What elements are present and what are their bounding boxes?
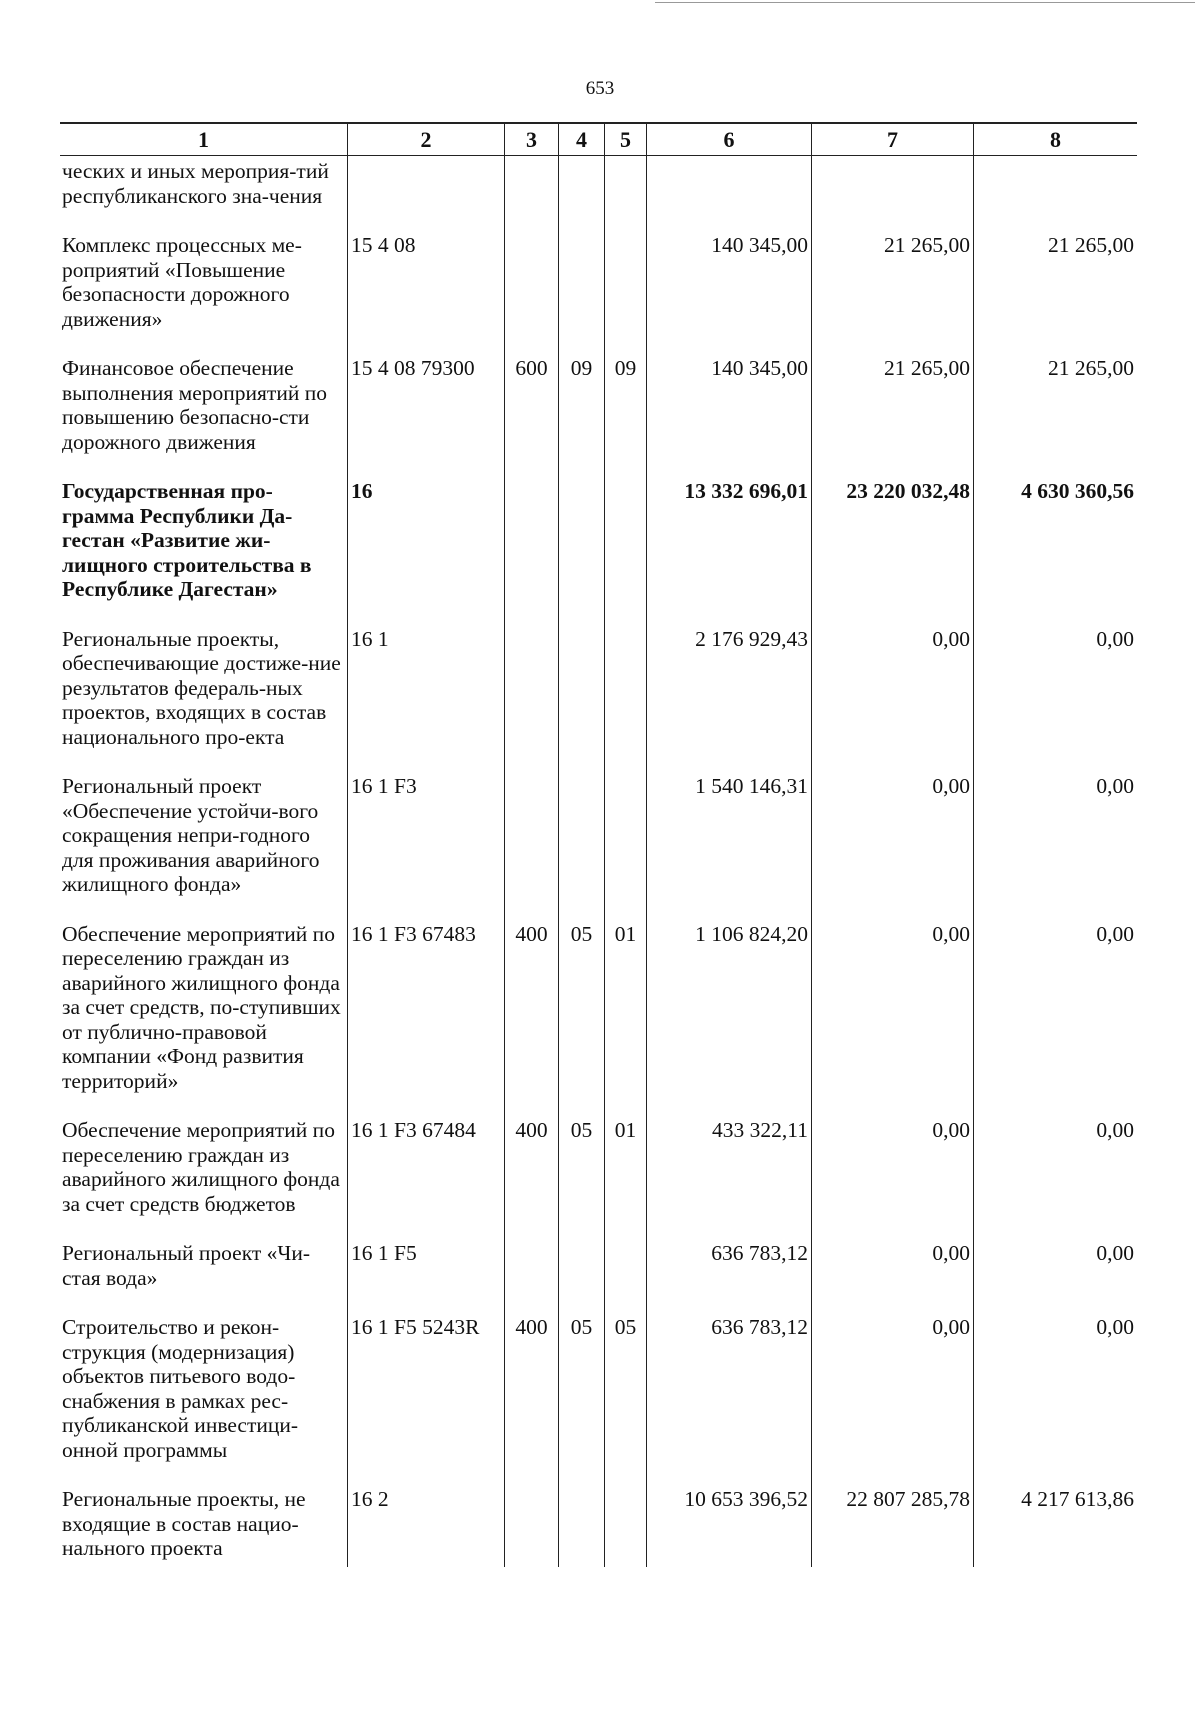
header-col-7: 7	[812, 124, 974, 155]
row-col5-cell	[605, 624, 647, 772]
header-col-5: 5	[605, 124, 647, 155]
row-value6-cell: 636 783,12	[647, 1238, 812, 1312]
row-value6-cell: 2 176 929,43	[647, 624, 812, 772]
row-code-cell: 16 1 F3	[348, 771, 505, 919]
row-code-cell: 16 1 F5 5243R	[348, 1312, 505, 1484]
row-value8-cell: 21 265,00	[1048, 233, 1134, 257]
row-value6-cell: 433 322,11	[647, 1115, 812, 1238]
row-value8-cell: 21 265,00	[1048, 356, 1134, 380]
row-col4-cell	[559, 771, 605, 919]
row-code-cell: 16 1 F3 67484	[348, 1115, 505, 1238]
row-name-cell: Обеспечение мероприятий по переселению граждан из аварийного жилищного фонда за счет средств бюджетов	[60, 1115, 348, 1238]
row-col3-cell	[505, 476, 559, 624]
row-value7-cell: 0,00	[812, 1115, 974, 1238]
table-body	[60, 156, 1137, 1567]
table-row	[60, 1312, 1137, 1484]
row-value7-cell: 21 265,00	[812, 353, 974, 476]
row-value8-cell: 0,00	[1096, 626, 1134, 651]
row-value7-cell: 0,00	[812, 919, 974, 1116]
row-code-cell: 16 1	[348, 624, 505, 772]
row-value8-cell: 0,00	[1096, 1315, 1134, 1339]
row-value7-cell: 22 807 285,78	[812, 1484, 974, 1567]
row-name-cell: Финансовое обеспечение выполнения мероприятий по повышению безопасно-сти дорожного движения	[60, 353, 348, 476]
row-col4-cell: 05	[559, 1115, 605, 1238]
row-col4-cell	[559, 156, 605, 230]
row-value7-cell: 21 265,00	[812, 230, 974, 353]
row-name-cell: Строительство и рекон-струкция (модернизация) объектов питьевого водо-снабжения в рамках рес-публиканской инвестици-онной программы	[60, 1312, 348, 1484]
row-code-cell	[348, 156, 505, 230]
row-value7-cell: 0,00	[812, 624, 974, 772]
row-col5-cell	[605, 1238, 647, 1312]
row-col5-cell	[605, 156, 647, 230]
table-row	[60, 1115, 1137, 1238]
header-col-3: 3	[505, 124, 559, 155]
row-col3-cell	[505, 771, 559, 919]
row-value6-cell: 1 106 824,20	[647, 919, 812, 1116]
row-value6-cell: 13 332 696,01	[647, 476, 812, 624]
table-row	[60, 156, 1137, 230]
row-code-cell: 15 4 08	[348, 230, 505, 353]
row-name-cell: Комплекс процессных ме-роприятий «Повышение безопасности дорожного движения»	[60, 230, 348, 353]
row-value8-cell: 4 630 360,56	[1021, 479, 1134, 503]
row-col4-cell: 05	[559, 1312, 605, 1484]
row-name-cell: Региональный проект «Чи-стая вода»	[60, 1238, 348, 1312]
row-value8-cell	[974, 156, 1137, 230]
row-col5-cell: 01	[605, 919, 647, 1116]
row-name-cell: Региональный проект «Обеспечение устойчи-вого сокращения непри-годного для проживания аварийного жилищного фонда»	[60, 771, 348, 919]
row-col5-cell: 09	[605, 353, 647, 476]
row-value6-cell: 636 783,12	[647, 1312, 812, 1484]
row-value7-cell: 0,00	[812, 771, 974, 919]
budget-table	[60, 122, 1137, 1567]
header-col-2: 2	[348, 124, 505, 155]
row-col4-cell	[559, 476, 605, 624]
row-col4-cell: 05	[559, 919, 605, 1116]
row-col5-cell	[605, 771, 647, 919]
table-row	[60, 771, 1137, 919]
row-value6-cell: 10 653 396,52	[647, 1484, 812, 1567]
row-col3-cell	[505, 624, 559, 772]
row-col5-cell	[605, 476, 647, 624]
table-row	[60, 353, 1137, 476]
row-name-cell: Региональные проекты, обеспечивающие достиже-ние результатов федераль-ных проектов, входящих в состав национального про-екта	[60, 624, 348, 772]
row-name-cell: Региональные проекты, не входящие в состав нацио-нального проекта	[60, 1484, 348, 1567]
row-value8-cell: 0,00	[1096, 774, 1134, 798]
row-value8-cell: 4 217 613,86	[1021, 1487, 1134, 1511]
row-value8-cell: 0,00	[1096, 921, 1134, 946]
row-value8-cell: 0,00	[1096, 1118, 1134, 1142]
row-code-cell: 16	[348, 476, 505, 624]
header-col-1: 1	[60, 124, 348, 155]
row-col3-cell: 400	[505, 1312, 559, 1484]
row-col3-cell	[505, 230, 559, 353]
row-col5-cell	[605, 1484, 647, 1567]
header-col-8: 8	[1050, 126, 1061, 152]
row-value7-cell: 0,00	[812, 1238, 974, 1312]
row-col4-cell	[559, 1484, 605, 1567]
row-code-cell: 16 2	[348, 1484, 505, 1567]
table-header	[60, 122, 1137, 156]
row-value8-cell: 0,00	[1096, 1241, 1134, 1265]
row-value7-cell: 0,00	[812, 1312, 974, 1484]
row-value6-cell: 140 345,00	[647, 230, 812, 353]
row-col4-cell	[559, 624, 605, 772]
row-col4-cell	[559, 230, 605, 353]
header-col-6: 6	[647, 124, 812, 155]
table-row	[60, 919, 1137, 1116]
row-value7-cell	[812, 156, 974, 230]
row-value6-cell	[647, 156, 812, 230]
row-col5-cell: 05	[605, 1312, 647, 1484]
row-code-cell: 16 1 F3 67483	[348, 919, 505, 1116]
row-name-cell: Обеспечение мероприятий по переселению граждан из аварийного жилищного фонда за счет средств, по-ступивших от публично-правовой компании «Фонд развития территорий»	[60, 919, 348, 1116]
row-col3-cell: 400	[505, 919, 559, 1116]
row-name-cell: Государственная про-грамма Республики Да-гестан «Развитие жи-лищного строительства в Республике Дагестан»	[60, 476, 348, 624]
row-col4-cell	[559, 1238, 605, 1312]
row-col5-cell: 01	[605, 1115, 647, 1238]
row-name-cell: ческих и иных мероприя-тий республиканского зна-чения	[60, 156, 348, 230]
top-rule	[655, 2, 1195, 3]
row-col4-cell: 09	[559, 353, 605, 476]
row-col3-cell	[505, 1238, 559, 1312]
row-col3-cell: 600	[505, 353, 559, 476]
row-col5-cell	[605, 230, 647, 353]
page-number: 653	[585, 78, 615, 99]
row-col3-cell	[505, 156, 559, 230]
row-code-cell: 15 4 08 79300	[348, 353, 505, 476]
row-value7-cell: 23 220 032,48	[812, 476, 974, 624]
table-row	[60, 1484, 1137, 1567]
row-value6-cell: 1 540 146,31	[647, 771, 812, 919]
row-col3-cell	[505, 1484, 559, 1567]
header-col-4: 4	[559, 124, 605, 155]
table-row	[60, 624, 1137, 772]
row-value6-cell: 140 345,00	[647, 353, 812, 476]
row-code-cell: 16 1 F5	[348, 1238, 505, 1312]
table-row	[60, 1238, 1137, 1312]
table-row	[60, 476, 1137, 624]
row-col3-cell: 400	[505, 1115, 559, 1238]
table-row	[60, 230, 1137, 353]
